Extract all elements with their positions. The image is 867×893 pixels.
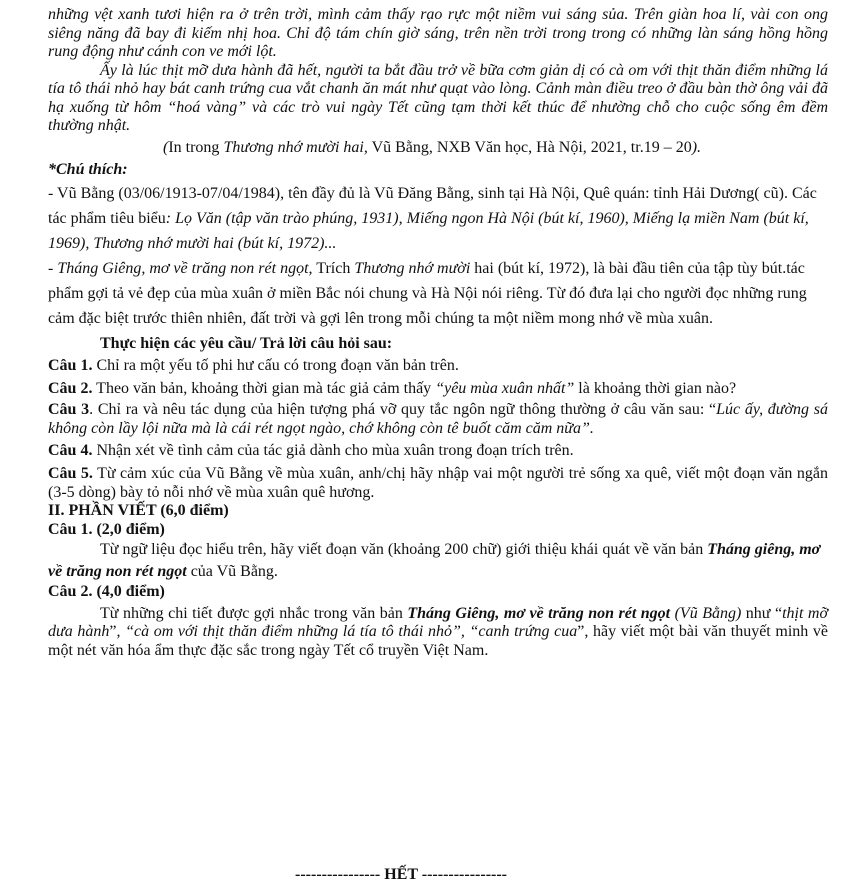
question-5-label: Câu 5. [48, 465, 93, 482]
notes-heading: *Chú thích: [48, 160, 128, 178]
writing-question-2-text-a: Từ những chi tiết được gợi nhắc trong văn bản [100, 604, 408, 622]
writing-question-2-quote-2: “cà om với thịt thăn điểm những lá tía tô thái nhỏ”, “canh trứng cua [125, 623, 578, 640]
writing-question-2-text-d: ”, [109, 623, 126, 640]
question-4-label: Câu 4. [48, 442, 93, 459]
question-3-quote: Lúc ấy, đường sá không còn lầy lội nữa mà là cái rét ngọt ngào, chớ không còn tê buốt căm căm nữa”. [48, 401, 828, 437]
note-work [48, 256, 828, 331]
document-page [48, 6, 828, 660]
question-2-quote: “yêu mùa xuân nhất” [435, 379, 575, 397]
passage-paragraph-1 [48, 6, 828, 62]
question-3 [48, 401, 828, 438]
note-work-title: - Tháng Giêng, mơ về trăng non rét ngọt, [48, 259, 313, 277]
questions-heading: Thực hiện các yêu cầu/ Trả lời câu hỏi sau: [100, 334, 393, 352]
writing-question-2 [48, 605, 828, 661]
writing-question-1-title: Tháng giêng, mơ về trăng non rét ngọt [48, 541, 821, 580]
writing-question-2-label: Câu 2. (4,0 điểm) [48, 583, 165, 600]
note-author-text: - Vũ Bằng (03/06/1913-07/04/1984), tên đầy đủ là Vũ Đăng Bằng, sinh tại Hà Nội, Quê quán: tỉnh Hải Dương( cũ). Các tác phẩm tiêu biểu [48, 184, 817, 227]
note-author-works: : Lọ Văn (tập văn trào phúng, 1931), Miếng ngon Hà Nội (bút kí, 1960), Miếng lạ miền Nam (bút kí, 1969), Thương nhớ mười hai (bút kí, 1972)... [48, 209, 809, 252]
question-1-text: Chỉ ra một yếu tố phi hư cấu có trong đoạn văn bản trên. [92, 356, 459, 374]
question-3-label: Câu 3 [48, 401, 90, 418]
question-1 [48, 355, 828, 377]
source-details: Vũ Bằng, NXB Văn học, Hà Nội, 2021, tr.19 – 20 [367, 138, 692, 156]
passage-paragraph-2 [48, 62, 828, 136]
writing-question-2-text-c: như “ [741, 604, 783, 622]
question-2-label: Câu 2. [48, 379, 93, 397]
note-work-text-a: Trích [312, 259, 355, 277]
question-3-text-a: . Chỉ ra và nêu tác dụng của hiện tượng phá vỡ quy tắc ngôn ngữ thông thường ở câu văn sau: “ [89, 401, 717, 418]
writing-heading: II. PHẦN VIẾT (6,0 điểm) [48, 502, 229, 519]
source-in: In trong [168, 138, 224, 156]
writing-question-1-text-a: Từ ngữ liệu đọc hiểu trên, hãy viết đoạn văn (khoảng 200 chữ) giới thiệu khái quát về văn bản [100, 541, 708, 558]
writing-question-2-quote-1: thịt mỡ dưa hành [48, 604, 829, 640]
source-citation [48, 137, 828, 159]
passage-text-1: những vệt xanh tươi hiện ra ở trên trời, mình cảm thấy rạo rực một niềm vui sáng sủa. Trên giàn hoa lí, vài con ong siêng năng đã bay đi kiếm nhị hoa. Chỉ độ tám chín giờ sáng, trên nền trời trong trong có những làn sáng hồng hồng rung động như cánh con ve mới lột. [48, 6, 828, 60]
writing-question-2-author: (Vũ Bằng) [670, 604, 742, 622]
source-book-title: Thương nhớ mười hai, [223, 138, 368, 156]
question-2-text-c: là khoảng thời gian nào? [574, 379, 737, 397]
note-work-book: Thương nhớ mười [354, 259, 471, 277]
question-4-text: Nhận xét về tình cảm của tác giả dành cho mùa xuân trong đoạn trích trên. [92, 442, 574, 459]
writing-question-2-title: Tháng Giêng, mơ về trăng non rét ngọt [407, 604, 671, 622]
question-4 [48, 440, 828, 462]
source-close: ). [691, 138, 702, 156]
note-author [48, 181, 828, 256]
question-5-text: Từ cảm xúc của Vũ Bằng về mùa xuân, anh/chị hãy nhập vai một người trẻ sống xa quê, viết một đoạn văn ngắn (3-5 dòng) bày tỏ nỗi nhớ về mùa xuân quê hương. [48, 465, 829, 501]
question-2-text-a: Theo văn bản, khoảng thời gian mà tác giả cảm thấy [92, 379, 436, 397]
source-open: ( [163, 138, 169, 156]
note-work-text-b: hai (bút kí, 1972), là bài đầu tiên của tập tùy bút.tác phẩm gợi tả vẻ đẹp của mùa xuân ở miền Bắc nói chung và Hà Nội nói riêng. Từ đó đưa lại cho người đọc những rung cảm đặc biệt trước thiên nhiên, đất trời và gợi lên trong mỗi chúng ta một niềm mong nhớ về mùa xuân. [48, 259, 807, 327]
question-2 [48, 380, 828, 399]
end-mark: ---------------- HẾT ---------------- [295, 866, 507, 883]
writing-question-1-label: Câu 1. (2,0 điểm) [48, 520, 165, 538]
question-5 [48, 465, 828, 502]
writing-question-2-text-e: ”, hãy viết một bài văn thuyết minh về một nét văn hóa ẩm thực đặc sắc trong ngày Tết cổ truyền Việt Nam. [48, 623, 828, 659]
writing-question-1-text-b: của Vũ Bằng. [186, 563, 278, 580]
passage-text-2: Ấy là lúc thịt mỡ dưa hành đã hết, người ta bắt đầu trở về bữa cơm giản dị có cà om với thịt thăn điểm những lá tía tô thái nhỏ hay bát canh trứng cua vắt chanh ăn mát như quạt vào lòng. Cảnh màn điều treo ở đầu bàn thờ ông vải đã hạ xuống từ hôm “hoá vàng” và các trò vui ngày Tết cũng tạm thời kết thúc để nhường chỗ cho cuộc sống êm đềm thường nhật. [48, 61, 828, 134]
writing-question-1 [48, 539, 828, 583]
question-1-label: Câu 1. [48, 356, 93, 374]
